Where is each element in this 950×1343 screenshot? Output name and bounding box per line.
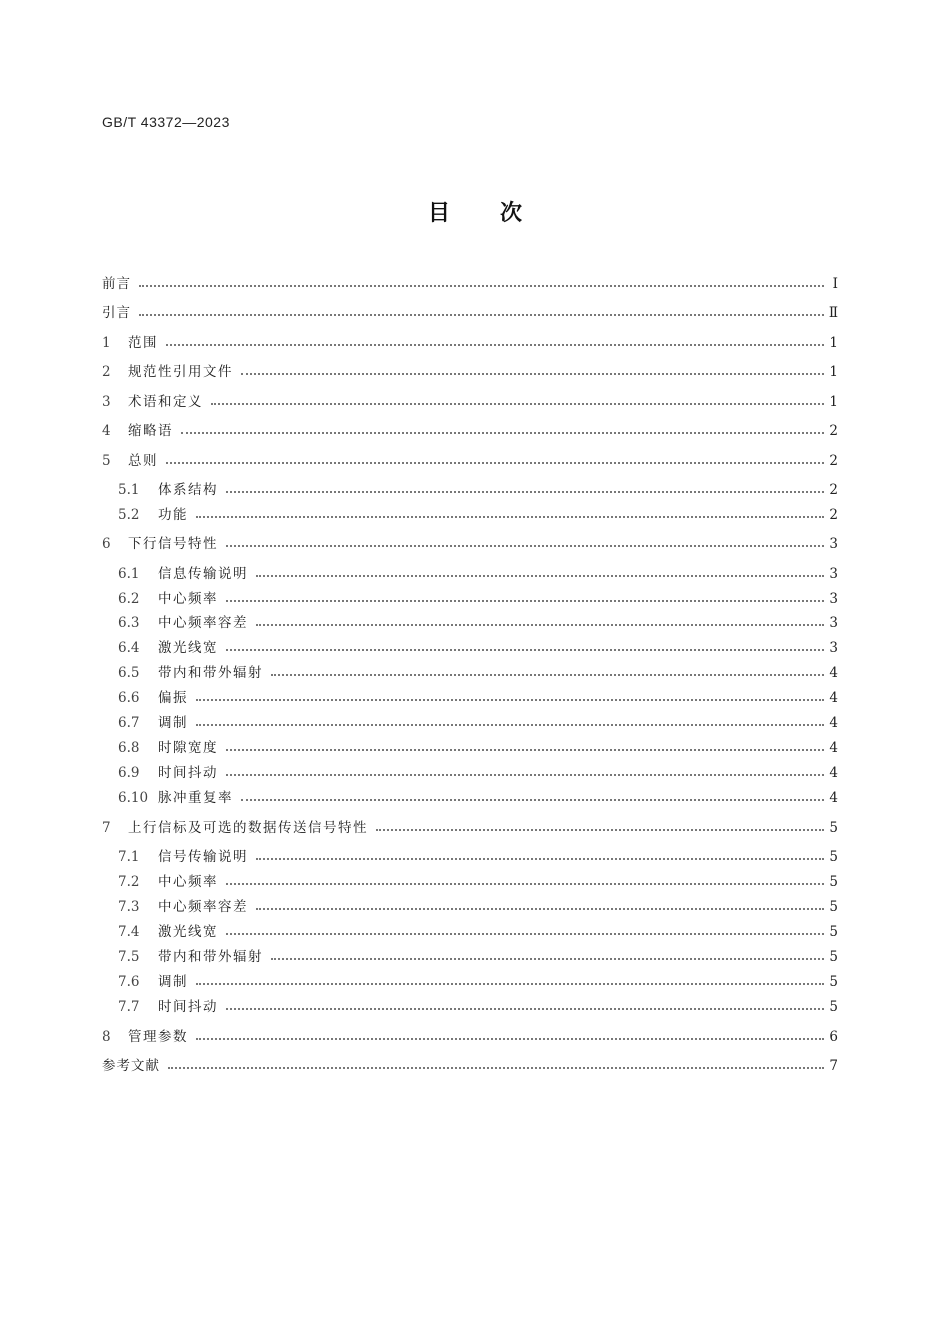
toc-entry-page: 5 bbox=[829, 849, 838, 865]
toc-entry[interactable] bbox=[102, 449, 838, 469]
toc-entry[interactable] bbox=[102, 532, 838, 552]
toc-entry[interactable] bbox=[102, 272, 838, 292]
toc-entry-number: 7.6 bbox=[118, 974, 140, 990]
toc-entry-label: 信号传输说明 bbox=[158, 849, 248, 865]
toc-entry[interactable] bbox=[102, 636, 838, 656]
toc-entry-label: 下行信号特性 bbox=[128, 536, 218, 552]
toc-entry-label: 缩略语 bbox=[128, 423, 173, 439]
toc-leader-dots bbox=[196, 515, 824, 518]
toc-entry-number: 4 bbox=[102, 423, 111, 439]
toc-entry-label: 中心频率 bbox=[158, 874, 218, 890]
toc-leader-dots bbox=[166, 461, 824, 464]
toc-entry-number: 6.8 bbox=[118, 740, 140, 756]
toc-entry[interactable] bbox=[102, 478, 838, 498]
toc-entry-page: 5 bbox=[829, 999, 838, 1015]
toc-entry-page: 4 bbox=[829, 665, 838, 681]
toc-entry[interactable] bbox=[102, 711, 838, 731]
toc-leader-dots bbox=[271, 673, 824, 676]
toc-leader-dots bbox=[256, 857, 824, 860]
title-char-2: 次 bbox=[500, 201, 523, 226]
toc-entry-number: 7.1 bbox=[118, 849, 140, 865]
toc-leader-dots bbox=[226, 648, 824, 651]
toc-entry-label: 规范性引用文件 bbox=[128, 364, 233, 380]
toc-entry[interactable] bbox=[102, 870, 838, 890]
toc-entry-label: 偏振 bbox=[158, 690, 188, 706]
toc-entry[interactable] bbox=[102, 360, 838, 380]
toc-entry[interactable] bbox=[102, 786, 838, 806]
toc-entry-number: 6.7 bbox=[118, 715, 140, 731]
toc-entry-label: 信息传输说明 bbox=[158, 566, 248, 582]
toc-entry-page: 4 bbox=[829, 790, 838, 806]
toc-entry-page: 1 bbox=[829, 394, 838, 410]
toc-leader-dots bbox=[226, 748, 824, 751]
toc-entry-number: 6.10 bbox=[118, 790, 149, 806]
toc-entry-number: 3 bbox=[102, 394, 111, 410]
standard-number: GB/T 43372—2023 bbox=[102, 114, 230, 130]
toc-entry-page: 7 bbox=[829, 1058, 838, 1074]
toc-entry-label: 中心频率 bbox=[158, 591, 218, 607]
toc-leader-dots bbox=[256, 907, 824, 910]
toc-entry-page: 3 bbox=[829, 536, 838, 552]
toc-leader-dots bbox=[256, 623, 824, 626]
toc-leader-dots bbox=[226, 932, 824, 935]
toc-leader-dots bbox=[196, 1037, 824, 1040]
toc-leader-dots bbox=[241, 372, 824, 375]
toc-leader-dots bbox=[226, 882, 824, 885]
toc-entry[interactable] bbox=[102, 970, 838, 990]
toc-entry[interactable] bbox=[102, 761, 838, 781]
toc-entry-page: 1 bbox=[829, 364, 838, 380]
toc-entry-label: 中心频率容差 bbox=[158, 899, 248, 915]
toc-entry-page: 2 bbox=[829, 423, 838, 439]
toc-entry-label: 参考文献 bbox=[102, 1058, 160, 1074]
toc-entry-number: 6.1 bbox=[118, 566, 140, 582]
toc-entry-number: 7.4 bbox=[118, 924, 140, 940]
toc-entry-label: 带内和带外辐射 bbox=[158, 949, 263, 965]
toc-entry[interactable] bbox=[102, 736, 838, 756]
toc-entry-number: 6.3 bbox=[118, 615, 140, 631]
toc-leader-dots bbox=[376, 828, 824, 831]
toc-entry-label: 功能 bbox=[158, 507, 188, 523]
toc-entry[interactable] bbox=[102, 1054, 838, 1074]
toc-entry[interactable] bbox=[102, 419, 838, 439]
title-char-1: 目 bbox=[427, 201, 450, 226]
toc-entry-page: 5 bbox=[829, 949, 838, 965]
toc-entry-label: 中心频率容差 bbox=[158, 615, 248, 631]
toc-entry-page: 5 bbox=[829, 874, 838, 890]
toc-leader-dots bbox=[226, 773, 824, 776]
toc-entry-number: 7.3 bbox=[118, 899, 140, 915]
page-title bbox=[0, 196, 950, 227]
toc-entry-label: 脉冲重复率 bbox=[158, 790, 233, 806]
toc-entry[interactable] bbox=[102, 562, 838, 582]
toc-entry-number: 6.4 bbox=[118, 640, 140, 656]
toc-entry-number: 7 bbox=[102, 820, 111, 836]
toc-entry-number: 8 bbox=[102, 1029, 111, 1045]
toc-entry-number: 5 bbox=[102, 453, 111, 469]
toc-entry-page: 3 bbox=[829, 591, 838, 607]
toc-entry-number: 1 bbox=[102, 335, 111, 351]
toc-entry[interactable] bbox=[102, 611, 838, 631]
toc-leader-dots bbox=[271, 957, 824, 960]
toc-entry-number: 6.6 bbox=[118, 690, 140, 706]
toc-leader-dots bbox=[139, 313, 824, 316]
toc-entry-number: 7.2 bbox=[118, 874, 140, 890]
toc-entry-label: 带内和带外辐射 bbox=[158, 665, 263, 681]
toc-leader-dots bbox=[256, 574, 824, 577]
toc-entry-number: 6.5 bbox=[118, 665, 140, 681]
toc-entry[interactable] bbox=[102, 895, 838, 915]
toc-entry-label: 前言 bbox=[102, 276, 131, 292]
toc-entry-page: Ⅱ bbox=[828, 305, 838, 321]
toc-entry-page: 5 bbox=[829, 974, 838, 990]
toc-entry-number: 7.7 bbox=[118, 999, 140, 1015]
toc-entry-page: 1 bbox=[829, 335, 838, 351]
toc-entry[interactable] bbox=[102, 390, 838, 410]
toc-entry-label: 时隙宽度 bbox=[158, 740, 218, 756]
toc-entry[interactable] bbox=[102, 816, 838, 836]
toc-leader-dots bbox=[226, 490, 824, 493]
toc-entry-label: 激光线宽 bbox=[158, 924, 218, 940]
toc-entry-label: 调制 bbox=[158, 974, 188, 990]
toc-leader-dots bbox=[241, 798, 824, 801]
toc-entry-page: 4 bbox=[829, 715, 838, 731]
toc-entry-label: 体系结构 bbox=[158, 482, 218, 498]
toc-entry-page: 5 bbox=[829, 820, 838, 836]
toc-entry-label: 引言 bbox=[102, 305, 131, 321]
toc-entry-label: 管理参数 bbox=[128, 1029, 188, 1045]
toc-entry-label: 调制 bbox=[158, 715, 188, 731]
toc-entry-number: 6.2 bbox=[118, 591, 140, 607]
toc-entry-page: 4 bbox=[829, 765, 838, 781]
toc-leader-dots bbox=[196, 723, 824, 726]
toc-entry-label: 激光线宽 bbox=[158, 640, 218, 656]
toc-entry-label: 时间抖动 bbox=[158, 765, 218, 781]
toc-entry-number: 5.1 bbox=[118, 482, 140, 498]
toc-entry-label: 总则 bbox=[128, 453, 158, 469]
toc-entry[interactable] bbox=[102, 331, 838, 351]
toc-leader-dots bbox=[211, 402, 824, 405]
toc-entry-page: 2 bbox=[829, 482, 838, 498]
toc-entry-label: 范围 bbox=[128, 335, 158, 351]
toc-entry-label: 术语和定义 bbox=[128, 394, 203, 410]
toc-entry[interactable] bbox=[102, 686, 838, 706]
toc-entry-page: 4 bbox=[829, 740, 838, 756]
toc-entry-page: 2 bbox=[829, 453, 838, 469]
toc-entry[interactable] bbox=[102, 503, 838, 523]
toc-entry[interactable] bbox=[102, 845, 838, 865]
toc-leader-dots bbox=[226, 544, 824, 547]
toc-leader-dots bbox=[196, 982, 824, 985]
toc-leader-dots bbox=[181, 431, 824, 434]
toc-entry-page: 4 bbox=[829, 690, 838, 706]
toc-entry-number: 6.9 bbox=[118, 765, 140, 781]
toc-entry[interactable] bbox=[102, 945, 838, 965]
toc-entry-page: 3 bbox=[829, 615, 838, 631]
toc-entry-page: 3 bbox=[829, 566, 838, 582]
toc-entry[interactable] bbox=[102, 995, 838, 1015]
toc-entry-page: 3 bbox=[829, 640, 838, 656]
toc-leader-dots bbox=[226, 1007, 824, 1010]
toc-entry[interactable] bbox=[102, 587, 838, 607]
toc-entry[interactable] bbox=[102, 1025, 838, 1045]
toc-entry-label: 时间抖动 bbox=[158, 999, 218, 1015]
toc-leader-dots bbox=[168, 1066, 824, 1069]
toc-entry-number: 2 bbox=[102, 364, 111, 380]
toc-entry-page: 2 bbox=[829, 507, 838, 523]
toc-entry-page: 5 bbox=[829, 924, 838, 940]
toc-entry-number: 6 bbox=[102, 536, 111, 552]
toc-entry-number: 7.5 bbox=[118, 949, 140, 965]
toc-leader-dots bbox=[139, 284, 824, 287]
toc-leader-dots bbox=[226, 599, 824, 602]
toc-leader-dots bbox=[196, 698, 824, 701]
toc-entry-label: 上行信标及可选的数据传送信号特性 bbox=[128, 820, 368, 836]
toc-entry-number: 5.2 bbox=[118, 507, 140, 523]
toc-entry[interactable] bbox=[102, 920, 838, 940]
toc-entry-page: 6 bbox=[829, 1029, 838, 1045]
toc-entry[interactable] bbox=[102, 301, 838, 321]
toc-entry-page: Ⅰ bbox=[832, 276, 838, 292]
toc-entry-page: 5 bbox=[829, 899, 838, 915]
toc-leader-dots bbox=[166, 343, 824, 346]
toc-entry[interactable] bbox=[102, 661, 838, 681]
